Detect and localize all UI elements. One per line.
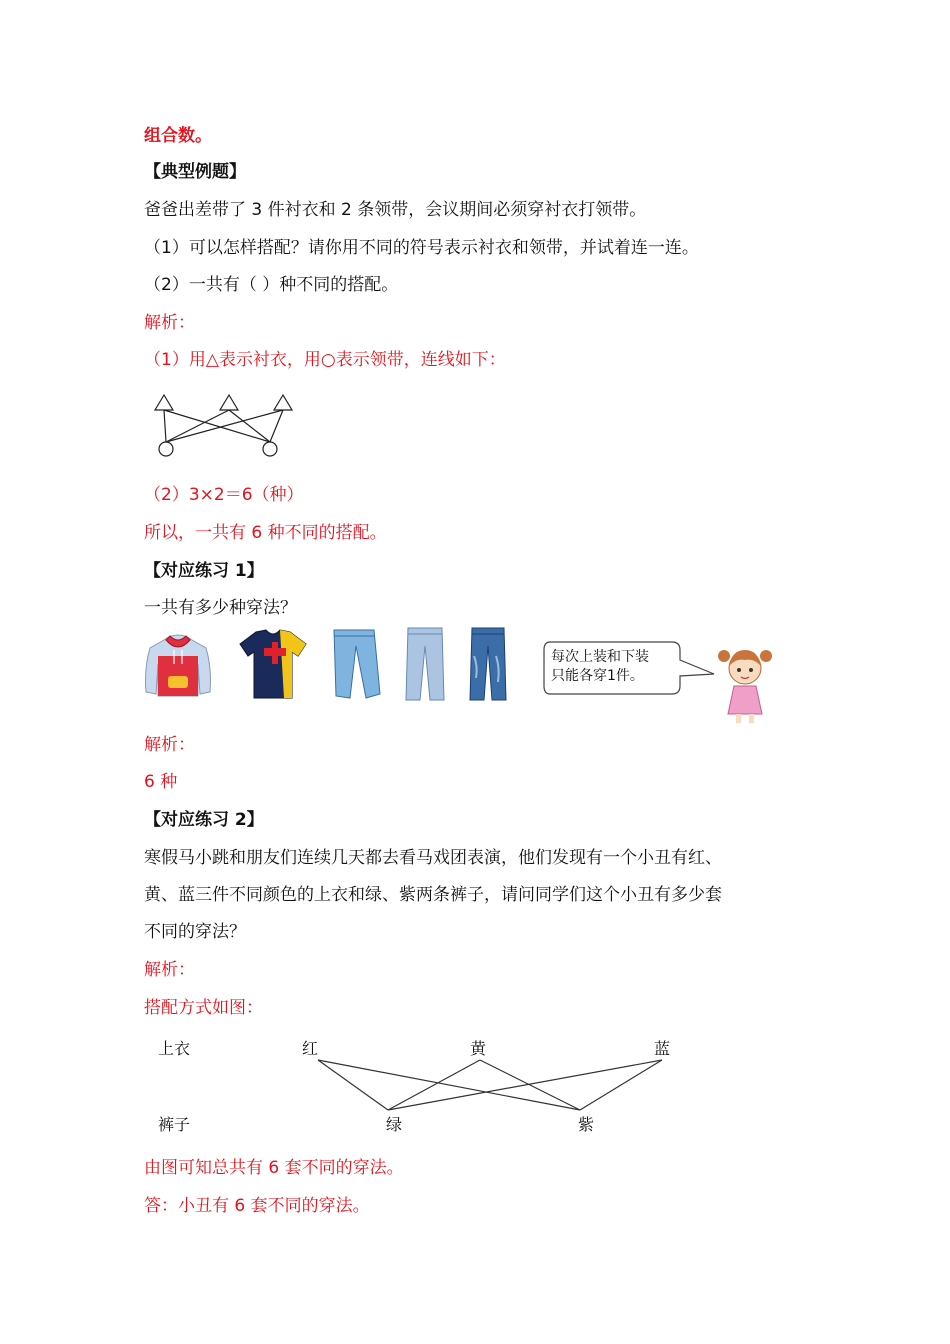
practice1-title: 【对应练习 1】 bbox=[144, 561, 264, 581]
practice2-result: 由图可知总共有 6 套不同的穿法。 bbox=[144, 1158, 404, 1178]
top-red: 红 bbox=[302, 1039, 319, 1058]
triangle-shirt-3 bbox=[274, 395, 292, 410]
example-answer-1: （1）用△表示衬衣，用○表示领带，连线如下： bbox=[144, 350, 506, 370]
top-yellow: 黄 bbox=[470, 1039, 487, 1058]
outfit-diagram-lines bbox=[300, 1040, 700, 1140]
girl-character-icon bbox=[716, 644, 774, 724]
practice2-analysis-label: 解析： bbox=[144, 960, 195, 980]
circle-tie-1 bbox=[159, 442, 173, 456]
row-label-tops: 上衣 bbox=[158, 1039, 191, 1058]
jeans-light-icon bbox=[330, 628, 382, 700]
circle-tie-2 bbox=[263, 442, 277, 456]
hoodie-icon bbox=[142, 632, 214, 700]
practice1-answer: 6 种 bbox=[144, 772, 178, 792]
jeans-dark-icon bbox=[468, 626, 508, 702]
example-title: 【典型例题】 bbox=[144, 162, 246, 182]
jeans-pale-icon bbox=[404, 626, 446, 702]
pants-purple: 紫 bbox=[578, 1115, 595, 1134]
section-heading: 组合数。 bbox=[144, 126, 212, 146]
practice1-question: 一共有多少种穿法？ bbox=[144, 598, 297, 618]
example-conclusion: 所以，一共有 6 种不同的搭配。 bbox=[144, 523, 387, 543]
practice1-analysis-label: 解析： bbox=[144, 735, 195, 755]
practice2-question-line-3: 不同的穿法？ bbox=[144, 922, 246, 942]
practice2-title: 【对应练习 2】 bbox=[144, 810, 264, 830]
top-blue: 蓝 bbox=[654, 1039, 671, 1058]
pants-green: 绿 bbox=[386, 1115, 403, 1134]
example-analysis-label: 解析： bbox=[144, 313, 195, 333]
triangle-shirt-1 bbox=[155, 395, 173, 410]
example-answer-2: （2）3×2＝6（种） bbox=[144, 485, 304, 505]
practice2-answer: 答：小丑有 6 套不同的穿法。 bbox=[144, 1196, 370, 1216]
practice2-question-line-2: 黄、蓝三件不同颜色的上衣和绿、紫两条裤子，请问同学们这个小丑有多少套 bbox=[144, 885, 722, 905]
practice2-method: 搭配方式如图： bbox=[144, 998, 263, 1018]
example-problem: 爸爸出差带了 3 件衬衣和 2 条领带，会议期间必须穿衬衣打领带。 bbox=[144, 200, 647, 220]
bubble-line-1: 每次上装和下装 bbox=[551, 649, 649, 665]
example-question-1: （1）可以怎样搭配？请你用不同的符号表示衬衣和领带，并试着连一连。 bbox=[144, 238, 699, 258]
practice2-question-line-1: 寒假马小跳和朋友们连续几天都去看马戏团表演，他们发现有一个小丑有红、 bbox=[144, 848, 722, 868]
shirt-tie-diagram bbox=[150, 392, 300, 460]
example-question-2: （2）一共有（ ）种不同的搭配。 bbox=[144, 275, 399, 295]
row-label-pants: 裤子 bbox=[158, 1115, 191, 1134]
triangle-shirt-2 bbox=[220, 395, 238, 410]
tshirt-icon bbox=[238, 628, 308, 700]
bubble-line-2: 只能各穿1件。 bbox=[551, 668, 644, 684]
